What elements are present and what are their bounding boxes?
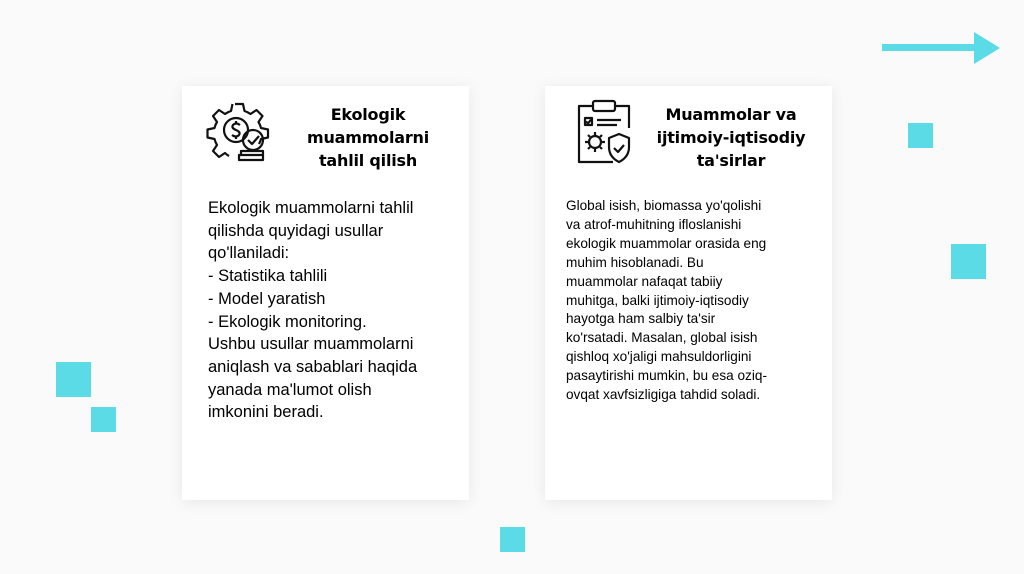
decor-square bbox=[91, 407, 116, 432]
decor-square bbox=[951, 244, 986, 279]
card-title: Muammolar va ijtimoiy-iqtisodiy ta'sirlar bbox=[656, 105, 806, 170]
decor-square bbox=[908, 123, 933, 148]
arrow-right-icon bbox=[880, 30, 1004, 66]
decor-square bbox=[56, 362, 91, 397]
clipboard-gear-shield-icon bbox=[573, 98, 635, 166]
card-body: Ekologik muammolarni tahlil qilishda quyidagi usullar qo'llaniladi: - Statistika tahlili - Model yaratish - Ekologik monitoring. Ushbu usullar muammolarni aniqlash va sabablari haqida yanada ma'lumot olish imkonini beradi. bbox=[208, 199, 418, 422]
decor-square bbox=[500, 527, 525, 552]
card-impacts bbox=[545, 86, 832, 500]
card-title: Ekologik muammolarni tahlil qilish bbox=[306, 105, 430, 170]
card-analysis bbox=[182, 86, 469, 500]
card-body: Global isish, biomassa yo'qolishi va atrof-muhitning ifloslanishi ekologik muammolar orasida eng muhim hisoblanadi. Bu muammolar nafaqat tabiiy muhitga, balki ijtimoiy-iqtisodiy hayotga ham salbiy ta'sir ko'rsatadi. Masalan, global isish qishloq xo'jaligi mahsuldorligini pasaytirishi mumkin, bu esa oziq- ovqat xavfsizligiga tahdid soladi. bbox=[566, 198, 767, 403]
gear-dollar-check-icon bbox=[205, 100, 271, 166]
